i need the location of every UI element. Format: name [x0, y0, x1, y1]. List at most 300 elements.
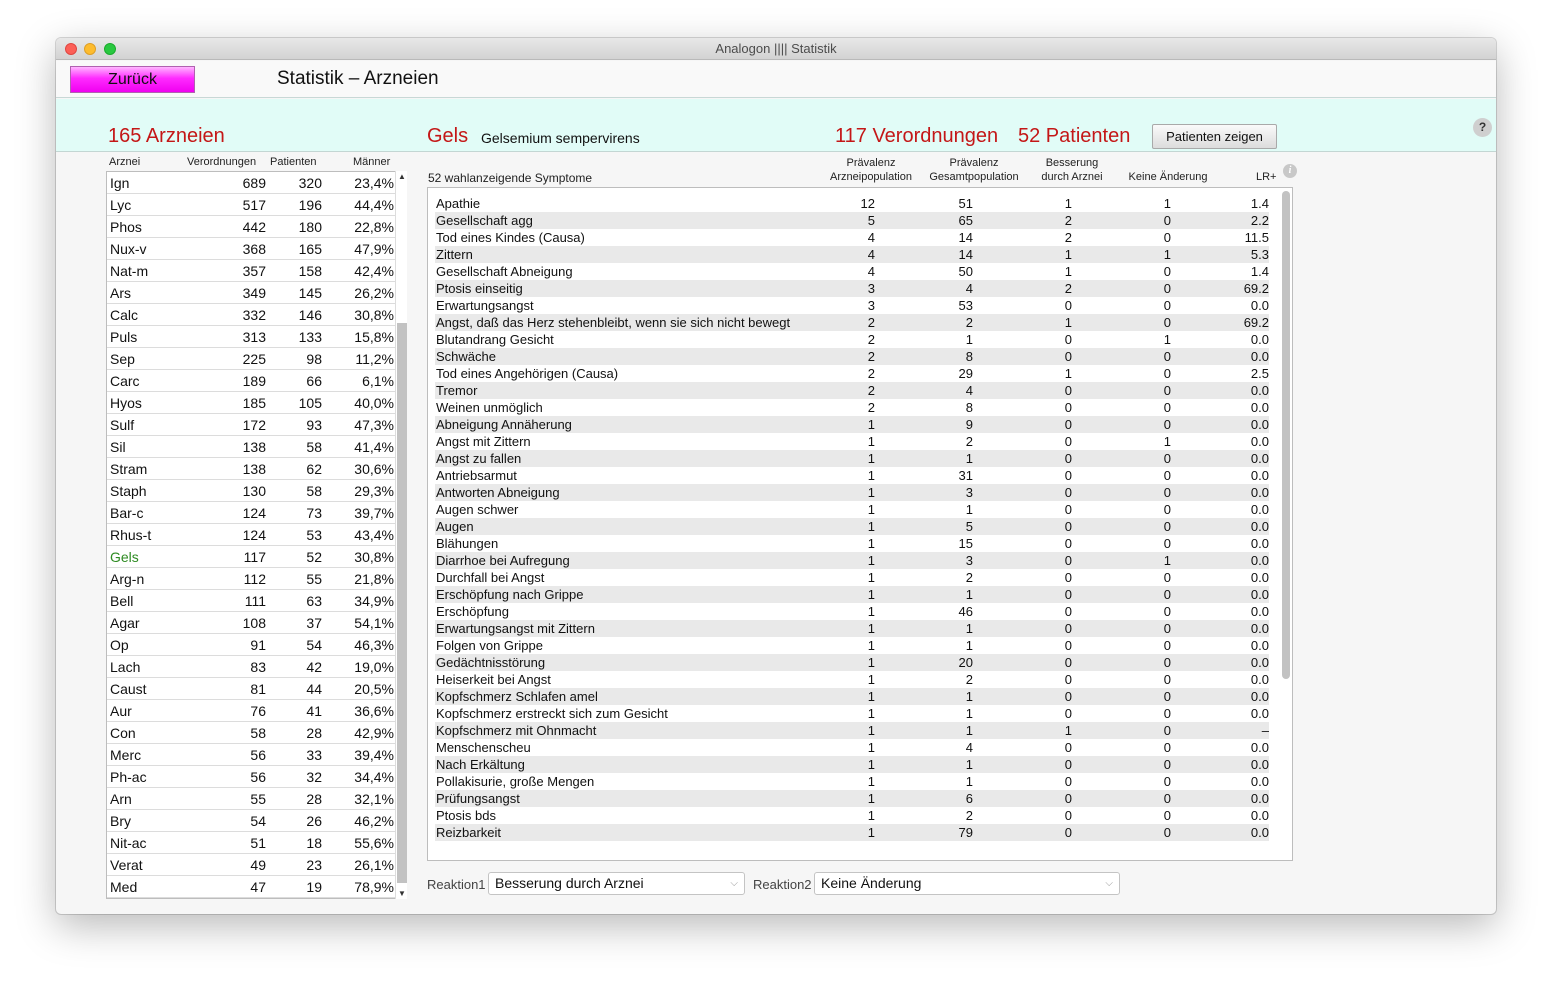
- remedy-row[interactable]: [107, 370, 406, 392]
- prevalence-total: 4: [965, 281, 973, 296]
- remedy-row[interactable]: [107, 260, 406, 282]
- remedy-prescriptions: 225: [242, 351, 266, 367]
- symptom-row[interactable]: [435, 501, 1269, 518]
- symptom-row[interactable]: [435, 331, 1269, 348]
- remedy-prescriptions: 138: [242, 461, 266, 477]
- symptom-row[interactable]: [435, 263, 1269, 280]
- improvement-count: 0: [1064, 502, 1072, 517]
- prevalence-remedy: 1: [867, 638, 875, 653]
- no-change-count: 0: [1163, 536, 1171, 551]
- remedy-patients: 52: [306, 549, 322, 565]
- remedy-prescriptions: 189: [242, 373, 266, 389]
- remedy-men-percent: 34,9%: [354, 593, 394, 609]
- remedy-row[interactable]: [107, 656, 406, 678]
- lr-plus: 0.0: [1250, 536, 1269, 551]
- lr-plus: 0.0: [1250, 434, 1269, 449]
- symptom-row[interactable]: [435, 433, 1269, 450]
- remedy-patients: 19: [306, 879, 322, 895]
- improvement-count: 0: [1064, 621, 1072, 636]
- scrollbar-thumb[interactable]: [1282, 191, 1290, 679]
- remedy-row[interactable]: [107, 194, 406, 216]
- improvement-count: 0: [1064, 825, 1072, 840]
- remedy-prescriptions: 130: [242, 483, 266, 499]
- no-change-count: 0: [1163, 315, 1171, 330]
- symptom-row[interactable]: [435, 535, 1269, 552]
- prevalence-total: 1: [965, 723, 973, 738]
- lr-plus: 0.0: [1250, 774, 1269, 789]
- remedy-patients: 320: [298, 175, 322, 191]
- remedy-men-percent: 11,2%: [355, 351, 394, 367]
- prevalence-total: 8: [965, 349, 973, 364]
- prevalence-total: 46: [958, 604, 973, 619]
- remedy-men-percent: 19,0%: [354, 659, 394, 675]
- remedy-patients: 93: [306, 417, 322, 433]
- remedy-patients: 58: [306, 483, 322, 499]
- symptom-row[interactable]: [435, 348, 1269, 365]
- prevalence-total: 1: [965, 502, 973, 517]
- symptom-row[interactable]: [435, 467, 1269, 484]
- no-change-count: 0: [1163, 230, 1171, 245]
- remedy-row[interactable]: [107, 172, 406, 194]
- symptom-row[interactable]: [435, 450, 1269, 467]
- no-change-count: 0: [1163, 706, 1171, 721]
- scroll-down-icon[interactable]: ▼: [398, 889, 406, 898]
- header-line: Arzneipopulation: [830, 171, 912, 183]
- no-change-count: 0: [1163, 213, 1171, 228]
- remedy-patients: 41: [306, 703, 322, 719]
- remedy-prescriptions: 138: [242, 439, 266, 455]
- improvement-count: 0: [1064, 655, 1072, 670]
- reaction2-label: Reaktion2: [753, 877, 812, 892]
- prevalence-remedy: 1: [867, 791, 875, 806]
- prevalence-total: 50: [958, 264, 973, 279]
- prevalence-remedy: 1: [867, 434, 875, 449]
- symptom-name: Gesellschaft Abneigung: [436, 264, 573, 279]
- prevalence-total: 1: [965, 587, 973, 602]
- symptom-row[interactable]: [435, 399, 1269, 416]
- header-line: Gesamtpopulation: [929, 171, 1019, 183]
- improvement-count: 1: [1064, 196, 1072, 211]
- prevalence-remedy: 2: [867, 383, 875, 398]
- remedy-men-percent: 34,4%: [354, 769, 394, 785]
- remedy-prescriptions: 56: [250, 769, 266, 785]
- prevalence-total: 2: [965, 315, 973, 330]
- remedy-men-percent: 39,4%: [354, 747, 394, 763]
- remedy-men-percent: 39,7%: [354, 505, 394, 521]
- remedy-name: Stram: [110, 461, 148, 477]
- remedy-name: Staph: [110, 483, 147, 499]
- lr-plus: –: [1261, 723, 1269, 738]
- remedy-row[interactable]: [107, 744, 406, 766]
- no-change-count: 1: [1163, 332, 1171, 347]
- no-change-count: 0: [1163, 366, 1171, 381]
- remedy-row[interactable]: [107, 304, 406, 326]
- symptom-row[interactable]: [435, 195, 1269, 212]
- remedy-men-percent: 42,9%: [354, 725, 394, 741]
- remedy-row[interactable]: [107, 568, 406, 590]
- remedy-men-percent: 47,3%: [354, 417, 394, 433]
- prevalence-total: 1: [965, 451, 973, 466]
- prevalence-remedy: 3: [867, 298, 875, 313]
- prevalence-total: 1: [965, 689, 973, 704]
- prevalence-total: 1: [965, 332, 973, 347]
- col-header-men[interactable]: Männer: [353, 156, 391, 168]
- remedy-row[interactable]: [107, 414, 406, 436]
- col-header-no-change[interactable]: Keine Änderung: [1128, 171, 1208, 183]
- symptom-row[interactable]: [435, 212, 1269, 229]
- info-icon[interactable]: i: [1283, 164, 1297, 178]
- remedy-row[interactable]: [107, 238, 406, 260]
- remedy-row[interactable]: [107, 832, 406, 854]
- symptom-row[interactable]: [435, 569, 1269, 586]
- lr-plus: 0.0: [1250, 502, 1269, 517]
- top-bar: [56, 61, 1496, 98]
- symptoms-scrollbar[interactable]: [1280, 188, 1292, 860]
- remedy-patients: 73: [306, 505, 322, 521]
- lr-plus: 0.0: [1250, 587, 1269, 602]
- symptom-name: Apathie: [436, 196, 481, 211]
- header-line: Prävalenz: [846, 157, 896, 169]
- remedy-prescriptions: 111: [244, 593, 266, 609]
- remedy-men-percent: 26,2%: [354, 285, 394, 301]
- col-header-prevalence-total[interactable]: [922, 156, 1026, 184]
- prevalence-remedy: 1: [867, 451, 875, 466]
- lr-plus: 0.0: [1250, 519, 1269, 534]
- close-window-button[interactable]: [65, 43, 77, 55]
- no-change-count: 0: [1163, 281, 1171, 296]
- symptom-name: Kopfschmerz Schlafen amel: [436, 689, 598, 704]
- lr-plus: 0.0: [1250, 485, 1269, 500]
- symptom-row[interactable]: [435, 297, 1269, 314]
- col-header-prescriptions[interactable]: Verordnungen: [187, 156, 257, 168]
- symptom-row[interactable]: [435, 620, 1269, 637]
- remedy-row[interactable]: [107, 458, 406, 480]
- improvement-count: 0: [1064, 519, 1072, 534]
- prevalence-total: 1: [965, 706, 973, 721]
- lr-plus: 0.0: [1250, 604, 1269, 619]
- symptom-row[interactable]: [435, 229, 1269, 246]
- remedy-prescriptions: 172: [242, 417, 266, 433]
- title-bar: [56, 38, 1496, 60]
- remedy-men-percent: 40,0%: [354, 395, 394, 411]
- remedy-row[interactable]: [107, 634, 406, 656]
- symptom-name: Prüfungsangst: [436, 791, 520, 806]
- prevalence-remedy: 1: [867, 825, 875, 840]
- symptom-row[interactable]: [435, 314, 1269, 331]
- remedy-prescriptions: 313: [242, 329, 266, 345]
- prevalence-remedy: 1: [867, 553, 875, 568]
- lr-plus: 0.0: [1250, 332, 1269, 347]
- remedy-prescriptions: 442: [242, 219, 266, 235]
- selected-remedy-abbr: Gels: [427, 125, 469, 147]
- improvement-count: 2: [1064, 230, 1072, 245]
- symptom-row[interactable]: [435, 637, 1269, 654]
- lr-plus: 0.0: [1250, 706, 1269, 721]
- no-change-count: 0: [1163, 791, 1171, 806]
- remedy-row[interactable]: [107, 546, 406, 568]
- improvement-count: 2: [1064, 281, 1072, 296]
- improvement-count: 0: [1064, 298, 1072, 313]
- remedy-patients: 32: [306, 769, 322, 785]
- no-change-count: 1: [1163, 434, 1171, 449]
- prevalence-total: 4: [965, 383, 973, 398]
- remedy-row[interactable]: [107, 590, 406, 612]
- minimize-window-button[interactable]: [84, 43, 96, 55]
- remedy-row[interactable]: [107, 326, 406, 348]
- selected-remedy-name: Gelsemium sempervirens: [481, 130, 640, 146]
- remedy-row[interactable]: [107, 876, 406, 898]
- improvement-count: 0: [1064, 332, 1072, 347]
- remedy-name: Calc: [110, 307, 139, 323]
- remedy-row[interactable]: [107, 810, 406, 832]
- remedy-row[interactable]: [107, 392, 406, 414]
- maximize-window-button[interactable]: [104, 43, 116, 55]
- col-header-remedy[interactable]: Arznei: [109, 156, 141, 168]
- symptom-row[interactable]: [435, 603, 1269, 620]
- remedy-row[interactable]: [107, 436, 406, 458]
- lr-plus: 0.0: [1250, 400, 1269, 415]
- prevalence-total: 4: [965, 740, 973, 755]
- prevalence-remedy: 1: [867, 536, 875, 551]
- no-change-count: 0: [1163, 655, 1171, 670]
- summary-band: [56, 99, 1496, 152]
- no-change-count: 1: [1163, 196, 1171, 211]
- prevalence-total: 15: [958, 536, 973, 551]
- col-header-patients[interactable]: Patienten: [270, 156, 317, 168]
- scroll-up-icon[interactable]: ▲: [398, 172, 406, 181]
- remedy-men-percent: 23,4%: [354, 175, 394, 191]
- improvement-count: 0: [1064, 740, 1072, 755]
- lr-plus: 0.0: [1250, 791, 1269, 806]
- symptom-row[interactable]: [435, 382, 1269, 399]
- remedy-name: Con: [110, 725, 136, 741]
- prevalence-remedy: 2: [867, 400, 875, 415]
- symptom-row[interactable]: [435, 280, 1269, 297]
- remedy-name: Lach: [110, 659, 141, 675]
- remedy-men-percent: 42,4%: [354, 263, 394, 279]
- remedy-patients: 58: [306, 439, 322, 455]
- prevalence-remedy: 2: [867, 332, 875, 347]
- no-change-count: 0: [1163, 740, 1171, 755]
- lr-plus: 0.0: [1250, 621, 1269, 636]
- improvement-count: 0: [1064, 706, 1072, 721]
- no-change-count: 0: [1163, 774, 1171, 789]
- symptom-name: Erwartungsangst mit Zittern: [436, 621, 595, 636]
- prevalence-total: 2: [965, 672, 973, 687]
- no-change-count: 0: [1163, 264, 1171, 279]
- remedy-men-percent: 20,5%: [354, 681, 394, 697]
- remedy-patients: 62: [306, 461, 322, 477]
- symptom-row[interactable]: [435, 552, 1269, 569]
- no-change-count: 0: [1163, 689, 1171, 704]
- prevalence-total: 2: [965, 434, 973, 449]
- symptom-row[interactable]: [435, 705, 1269, 722]
- improvement-count: 0: [1064, 485, 1072, 500]
- remedy-prescriptions: 76: [250, 703, 266, 719]
- no-change-count: 0: [1163, 570, 1171, 585]
- remedy-name: Ign: [110, 175, 130, 191]
- remedy-name: Nat-m: [110, 263, 149, 279]
- remedy-patients: 98: [306, 351, 322, 367]
- remedy-row[interactable]: [107, 678, 406, 700]
- prescription-count: 117 Verordnungen: [835, 125, 999, 147]
- remedy-row[interactable]: [107, 524, 406, 546]
- prevalence-remedy: 1: [867, 808, 875, 823]
- remedy-men-percent: 30,6%: [354, 461, 394, 477]
- reaction2-value: Keine Änderung: [821, 875, 922, 891]
- remedy-name: Bry: [110, 813, 131, 829]
- remedy-row[interactable]: [107, 502, 406, 524]
- symptoms-table: [427, 187, 1293, 861]
- lr-plus: 1.4: [1250, 264, 1269, 279]
- prevalence-remedy: 4: [867, 230, 875, 245]
- help-icon[interactable]: ?: [1473, 118, 1492, 137]
- back-button[interactable]: Zurück: [70, 66, 195, 93]
- lr-plus: 0.0: [1250, 349, 1269, 364]
- prevalence-total: 53: [958, 298, 973, 313]
- lr-plus: 11.5: [1244, 230, 1269, 245]
- prevalence-total: 14: [958, 230, 973, 245]
- remedy-row[interactable]: [107, 854, 406, 876]
- remedy-row[interactable]: [107, 282, 406, 304]
- symptom-name: Tremor: [436, 383, 478, 398]
- improvement-count: 0: [1064, 536, 1072, 551]
- symptom-row[interactable]: [435, 416, 1269, 433]
- symptom-row[interactable]: [435, 246, 1269, 263]
- lr-plus: 0.0: [1250, 808, 1269, 823]
- symptom-row[interactable]: [435, 739, 1269, 756]
- improvement-count: 0: [1064, 604, 1072, 619]
- remedy-patients: 44: [306, 681, 322, 697]
- prevalence-remedy: 4: [867, 247, 875, 262]
- lr-plus: 0.0: [1250, 451, 1269, 466]
- prevalence-remedy: 1: [867, 570, 875, 585]
- remedy-men-percent: 26,1%: [354, 857, 394, 873]
- remedy-name: Puls: [110, 329, 138, 345]
- remedy-row[interactable]: [107, 788, 406, 810]
- remedy-row[interactable]: [107, 216, 406, 238]
- prevalence-total: 1: [965, 774, 973, 789]
- remedy-row[interactable]: [107, 612, 406, 634]
- no-change-count: 0: [1163, 808, 1171, 823]
- symptom-row[interactable]: [435, 756, 1269, 773]
- remedy-patients: 42: [306, 659, 322, 675]
- reaction2-select[interactable]: [814, 872, 1120, 895]
- scrollbar-thumb[interactable]: [397, 323, 407, 883]
- remedy-row[interactable]: [107, 766, 406, 788]
- symptom-name: Diarrhoe bei Aufregung: [436, 553, 570, 568]
- prevalence-total: 14: [958, 247, 973, 262]
- remedy-name: Rhus-t: [110, 527, 152, 543]
- improvement-count: 1: [1064, 315, 1072, 330]
- remedy-name: Ars: [110, 285, 131, 301]
- no-change-count: 0: [1163, 519, 1171, 534]
- improvement-count: 0: [1064, 451, 1072, 466]
- prevalence-total: 31: [958, 468, 973, 483]
- symptom-row[interactable]: [435, 586, 1269, 603]
- remedy-name: Sep: [110, 351, 135, 367]
- remedy-row[interactable]: [107, 480, 406, 502]
- prevalence-total: 2: [965, 570, 973, 585]
- remedy-name: Sulf: [110, 417, 135, 433]
- remedy-prescriptions: 47: [250, 879, 266, 895]
- symptom-row[interactable]: [435, 688, 1269, 705]
- no-change-count: 0: [1163, 383, 1171, 398]
- symptom-name: Erwartungsangst: [436, 298, 534, 313]
- col-header-lr[interactable]: LR+: [1256, 171, 1277, 183]
- symptom-row[interactable]: [435, 722, 1269, 739]
- symptom-name: Gedächtnisstörung: [436, 655, 546, 670]
- symptom-name: Blähungen: [436, 536, 499, 551]
- improvement-count: 2: [1064, 213, 1072, 228]
- remedy-row[interactable]: [107, 348, 406, 370]
- symptom-row[interactable]: [435, 654, 1269, 671]
- prevalence-remedy: 1: [867, 417, 875, 432]
- prevalence-remedy: 1: [867, 502, 875, 517]
- remedy-patients: 28: [306, 791, 322, 807]
- remedy-prescriptions: 117: [243, 549, 266, 565]
- symptom-name: Blutandrang Gesicht: [436, 332, 554, 347]
- remedy-patients: 63: [306, 593, 322, 609]
- remedy-name: Arn: [110, 791, 132, 807]
- remedy-row[interactable]: [107, 700, 406, 722]
- remedy-men-percent: 78,9%: [354, 879, 394, 895]
- remedy-row[interactable]: [107, 722, 406, 744]
- symptom-row[interactable]: [435, 824, 1269, 841]
- remedy-prescriptions: 349: [242, 285, 266, 301]
- remedy-men-percent: 15,8%: [354, 329, 394, 345]
- no-change-count: 0: [1163, 298, 1171, 313]
- improvement-count: 1: [1064, 366, 1072, 381]
- improvement-count: 0: [1064, 638, 1072, 653]
- col-header-improvement[interactable]: [1031, 156, 1113, 184]
- symptom-name: Menschenscheu: [436, 740, 531, 755]
- remedies-scrollbar[interactable]: [395, 171, 407, 899]
- symptom-row[interactable]: [435, 773, 1269, 790]
- col-header-prevalence-remedy[interactable]: [824, 156, 918, 184]
- app-window: [56, 38, 1496, 914]
- remedy-patients: 196: [298, 197, 322, 213]
- symptom-row[interactable]: [435, 807, 1269, 824]
- symptoms-title: 52 wahlanzeigende Symptome: [428, 171, 593, 185]
- symptom-row[interactable]: [435, 484, 1269, 501]
- symptom-name: Augen schwer: [436, 502, 519, 517]
- no-change-count: 0: [1163, 468, 1171, 483]
- symptom-row[interactable]: [435, 671, 1269, 688]
- symptom-row[interactable]: [435, 365, 1269, 382]
- lr-plus: 0.0: [1250, 757, 1269, 772]
- prevalence-remedy: 3: [867, 281, 875, 296]
- symptom-row[interactable]: [435, 790, 1269, 807]
- prevalence-remedy: 1: [867, 774, 875, 789]
- remedy-men-percent: 46,2%: [354, 813, 394, 829]
- symptom-name: Augen: [436, 519, 474, 534]
- prevalence-remedy: 5: [867, 213, 875, 228]
- show-patients-button[interactable]: Patienten zeigen: [1152, 124, 1277, 149]
- symptom-name: Pollakisurie, große Mengen: [436, 774, 595, 789]
- symptom-row[interactable]: [435, 518, 1269, 535]
- lr-plus: 0.0: [1250, 468, 1269, 483]
- header-line: durch Arznei: [1041, 171, 1103, 183]
- symptom-name: Schwäche: [436, 349, 496, 364]
- remedy-patients: 146: [298, 307, 322, 323]
- prevalence-total: 51: [958, 196, 973, 211]
- reaction1-select[interactable]: [488, 872, 745, 895]
- prevalence-remedy: 1: [867, 740, 875, 755]
- window-title: Analogon |||| Statistik: [715, 41, 837, 56]
- remedy-prescriptions: 689: [242, 175, 266, 191]
- remedy-name: Carc: [110, 373, 140, 389]
